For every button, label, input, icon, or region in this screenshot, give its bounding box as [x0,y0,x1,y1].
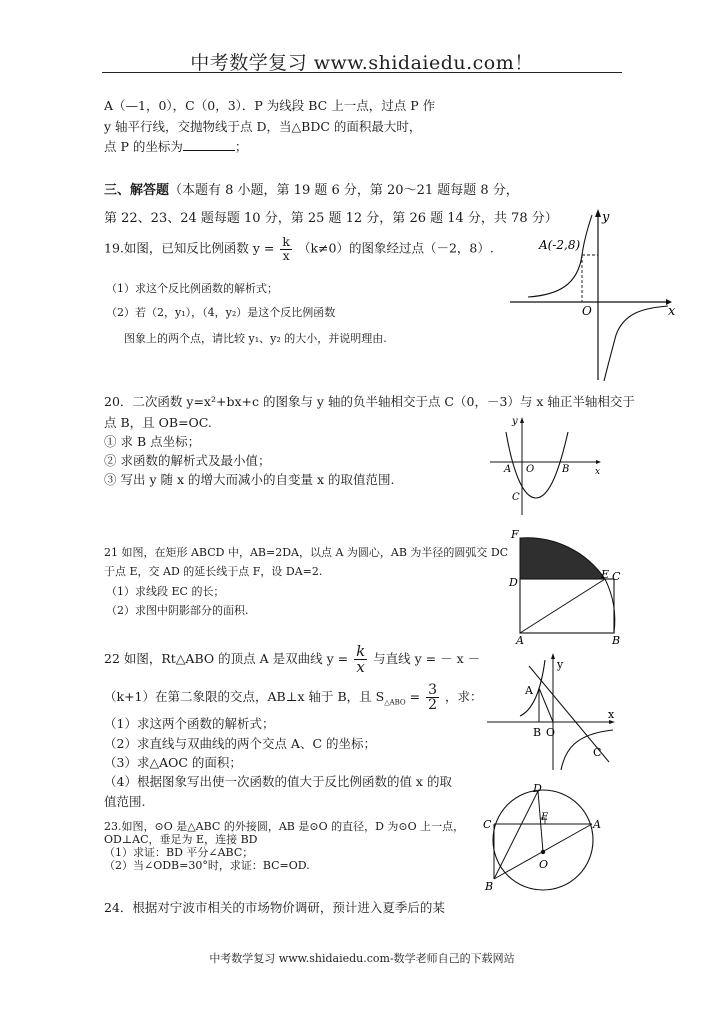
fig19-hyperbola-graph [508,205,683,385]
fig19-origin-label: O [582,304,592,318]
fig23-circle-diagram [483,780,603,898]
q19-frac-num: k [282,234,290,249]
section-3-desc-1: （本题有 8 小题，第 19 题 6 分，第 20～21 题每题 8 分， [169,183,519,198]
q20-line-1: 20．二次函数 y=x²+bx+c 的图象与 y 轴的负半轴相交于点 C（0，－3）与 x 轴正半轴相交于 [104,394,635,409]
q19-part-2: （2）若（2，y₁），（4，y₂）是这个反比例函数 [106,306,336,319]
q19-part-1: （1）求这个反比例函数的解析式； [106,282,278,295]
prev-question-line-1: A（—1，0），C（0，3）．P 为线段 BC 上一点，过点 P 作 [104,98,436,113]
q22-stem [104,644,480,675]
q19-fraction [280,236,292,262]
fig21-label-c: C [612,570,621,583]
q23-line-4: （2）当∠ODB=30°时，求证：BC=OD. [104,859,310,872]
q22-part-3: （3）求△AOC 的面积； [104,755,242,770]
q19-stem-post: （k≠0）的图象经过点（－2，8）. [297,240,494,256]
fig20-label-o: O [526,464,535,475]
q22-area-den: 2 [428,697,438,713]
fig21-rectangle [520,579,614,633]
q22-line-2-eq: = [405,689,421,704]
prev-question-line-2: y 轴平行线，交抛物线于点 D，当△BDC 的面积最大时， [104,119,422,134]
q20-line-5: ③ 写出 y 随 x 的增大而减小的自变量 x 的取值范围. [104,472,395,487]
fig20-x-label: x [595,467,601,477]
q19-stem-pre: 19.如图，已知反比例函数 [104,240,249,256]
q19-stem [104,236,494,262]
section-3-desc-2: 第 22、23、24 题每题 10 分，第 25 题 12 分，第 26 题 14 分，共 78 分） [104,211,558,226]
q22-frac-den: x [356,658,365,676]
header-rule [102,72,622,73]
section-3-title: 三、解答题 [104,183,170,198]
fig22-segment-ao [539,688,553,722]
fig20-parabola-graph [488,412,606,517]
q24-line-1: 24．根据对宁波市相关的市场物价调研，预计进入夏季后的某 [104,900,445,915]
fig23-label-d: D [533,782,542,795]
q22-area-num: 3 [428,682,438,698]
fig22-hyperbola-line-graph [485,650,620,772]
fig23-circle [493,790,593,890]
q19-frac-den: x [282,247,290,263]
fig23-segment-bd [494,791,538,879]
fig23-label-c: C [483,818,492,831]
fig21-label-a: A [516,634,524,646]
fig21-label-f: F [511,528,519,541]
fig23-label-e: E [541,812,549,823]
fig22-y-arrow [551,653,555,659]
prev-question-line-3-end: ； [234,139,248,154]
fig19-point-label: A(-2,8) [539,238,581,252]
q19-part-2b: 图象上的两个点，请比较 y₁、y₂ 的大小，并说明理由. [124,332,387,345]
fig21-rectangle-arc [508,528,628,646]
fig22-y-label: y [557,658,564,671]
q20-line-2: 点 B，且 OB=OC. [104,415,212,430]
fig20-label-c: C [512,492,520,503]
q22-fraction [354,644,367,675]
fig22-label-o: O [546,726,556,739]
q22-y-eq: y = [326,651,349,666]
q22-stem-post: 与直线 y = － x － [373,651,481,666]
q23-line-2: OD⊥AC，垂足为 E，连接 BD [104,833,258,846]
q22-line-2-post: ，求： [445,689,483,704]
fig20-parabola [506,432,568,498]
fig22-label-a: A [525,684,533,697]
prev-question-line-3-text: 点 P 的坐标为 [104,139,183,154]
answer-blank [183,139,235,151]
fig20-label-b: B [562,464,570,475]
q22-part-4: （4）根据图象写出使一次函数的值大于反比例函数的值 x 的取 [104,774,452,789]
fig21-arc-lower [605,579,615,633]
fig20-y-arrow [520,417,524,423]
page-header-title: 中考数学复习 www.shidaiedu.com！ [190,52,534,74]
q19-y-eq: y = [252,240,275,256]
q21-line-1: 21 如图，在矩形 ABCD 中，AB=2DA，以点 A 为圆心，AB 为半径的圆弧交 DC [104,546,509,559]
q23-line-3: （1）求证：BD 平分∠ABC； [104,846,254,859]
q22-part-2: （2）求直线与双曲线的两个交点 A、C 的坐标； [104,736,376,751]
fig20-label-a: A [504,464,512,475]
fig21-label-e: E [601,568,610,581]
q20-line-4: ② 求函数的解析式及最小值； [104,453,271,468]
fig22-label-c: C [593,746,602,759]
fig21-label-d: D [509,576,518,589]
fig19-curve-quadrant-4 [604,306,668,381]
fig23-center-point [541,850,545,854]
fig21-label-b: B [612,634,621,646]
page-footer: 中考数学复习 www.shidaiedu.com-数学老师自己的下载网站 [209,952,515,965]
fig23-label-b: B [485,880,494,893]
fig20-x-arrow [596,460,601,464]
fig23-label-a: A [593,818,601,831]
fig21-shaded-region [520,538,605,579]
fig23-label-o: O [539,858,549,871]
fig21-segment-ae [520,579,605,633]
q22-frac-num: k [356,642,366,660]
q22-part-4b: 值范围. [104,794,146,809]
q21-line-4: （2）求图中阴影部分的面积. [106,604,249,617]
q23-line-1: 23.如图，⊙O 是△ABC 的外接圆，AB 是⊙O 的直径，D 为⊙O 上一点， [104,820,465,833]
q20-line-3: ① 求 B 点坐标； [104,434,201,449]
q22-line-2-pre: （k+1）在第二象限的交点，AB⊥x 轴于 B，且 S [104,689,385,704]
fig22-label-b: B [533,726,542,739]
q22-area-fraction [426,683,439,712]
q22-part-1: （1）求这两个函数的解析式； [104,716,275,731]
fig20-y-label: y [512,416,518,427]
q22-line-2 [104,683,483,712]
fig19-x-label: x [668,304,676,319]
fig22-x-label: x [608,708,615,721]
q22-line-2-sub: △ABO [384,698,406,707]
q21-line-2: 于点 E，交 AD 的延长线于点 F，设 DA=2. [104,565,323,578]
section-3-heading [104,179,519,198]
q21-line-3: （1）求线段 EC 的长； [106,585,225,598]
fig19-y-arrow [595,209,601,217]
q22-stem-pre: 22 如图，Rt△ABO 的顶点 A 是双曲线 [104,651,323,666]
fig19-y-label: y [602,210,610,225]
prev-question-line-3 [104,137,247,155]
